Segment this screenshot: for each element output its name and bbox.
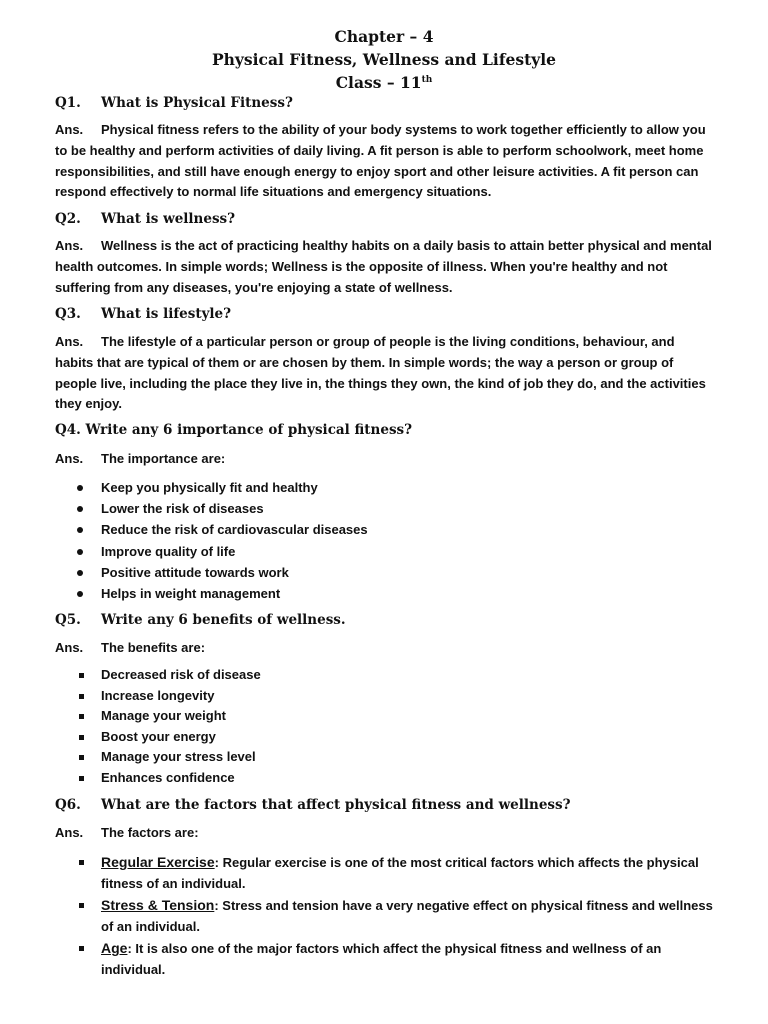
answer-intro: The benefits are:	[101, 640, 206, 655]
question-4: Q4. Write any 6 importance of physical fitness?	[55, 422, 413, 438]
question-number: Q6.	[55, 797, 81, 813]
answer-label: Ans.	[55, 334, 84, 349]
question-number: Q3.	[55, 306, 81, 322]
question-text: What is wellness?	[101, 211, 236, 227]
answer-label: Ans.	[55, 122, 84, 137]
factor-term: Regular Exercise	[101, 854, 215, 870]
bullet-icon	[77, 527, 83, 533]
answer-3	[55, 332, 715, 415]
answer-intro: The factors are:	[101, 825, 199, 840]
answer-label: Ans.	[55, 451, 84, 466]
class-label: Class – 11	[335, 73, 422, 92]
document-title: Physical Fitness, Wellness and Lifestyle	[211, 50, 556, 69]
factors-list	[0, 852, 768, 981]
factor-body	[101, 895, 716, 937]
question-2	[55, 211, 715, 227]
question-text: Write any 6 benefits of wellness.	[101, 612, 346, 628]
square-bullet-icon	[79, 673, 84, 678]
answer-text: The lifestyle of a particular person or group of people is the living conditions, behaviour, and habits that are typical of them or are chosen by them. In simple words; the way a person or group of people live, including the place they live in, the things they own, the kind of job they do, and the activities they enjoy.	[55, 334, 706, 412]
factor-desc: Stress and tension have a very negative effect on physical fitness and wellness of an individual.	[101, 898, 713, 934]
list-item: Boost your energy	[0, 727, 768, 748]
answer-5-intro	[55, 638, 715, 659]
bullet-icon	[77, 485, 83, 491]
bullet-icon	[77, 549, 83, 555]
question-6	[55, 797, 715, 813]
question-3	[55, 306, 715, 322]
list-item: Improve quality of life	[0, 541, 768, 562]
list-item: Lower the risk of diseases	[0, 498, 768, 519]
importance-list	[0, 477, 768, 604]
factor-desc: Regular exercise is one of the most critical factors which affects the physical fitness of an individual.	[101, 855, 699, 891]
answer-4-intro	[55, 449, 715, 470]
factor-body	[101, 852, 716, 894]
factor-desc: It is also one of the major factors which affect the physical fitness and wellness of an individual.	[101, 941, 662, 977]
list-item: Manage your weight	[0, 706, 768, 727]
square-bullet-icon	[79, 776, 84, 781]
list-item: Reduce the risk of cardiovascular diseases	[0, 519, 768, 540]
bullet-icon	[77, 591, 83, 597]
question-number: Q1.	[55, 95, 81, 111]
question-1	[55, 95, 715, 111]
chapter-heading: Chapter – 4	[334, 27, 434, 46]
factor-item	[0, 895, 768, 938]
factor-colon: :	[214, 855, 223, 870]
square-bullet-icon	[79, 755, 84, 760]
list-item: Helps in weight management	[0, 583, 768, 604]
question-number: Q2.	[55, 211, 81, 227]
question-text: What is Physical Fitness?	[101, 95, 293, 111]
class-heading	[0, 73, 768, 92]
list-item: Manage your stress level	[0, 747, 768, 768]
bullet-icon	[77, 506, 83, 512]
question-text: What is lifestyle?	[101, 306, 232, 322]
answer-label: Ans.	[55, 825, 84, 840]
benefits-list	[0, 665, 768, 789]
factor-colon: :	[214, 898, 223, 913]
answer-label: Ans.	[55, 238, 84, 253]
factor-colon: :	[127, 941, 136, 956]
answer-1	[55, 120, 715, 203]
question-5	[55, 612, 715, 628]
square-bullet-icon	[79, 860, 84, 865]
answer-label: Ans.	[55, 640, 84, 655]
factor-item	[0, 852, 768, 895]
list-item: Increase longevity	[0, 686, 768, 707]
square-bullet-icon	[79, 714, 84, 719]
answer-intro: The importance are:	[101, 451, 226, 466]
factor-item	[0, 938, 768, 981]
answer-6-intro	[55, 823, 715, 844]
square-bullet-icon	[79, 694, 84, 699]
square-bullet-icon	[79, 735, 84, 740]
answer-2	[55, 236, 715, 298]
factor-term: Stress & Tension	[101, 897, 215, 913]
answer-text: Physical fitness refers to the ability of your body systems to work together efficiently to allow you to be healthy and perform activities of daily living. A fit person is able to perform schoolwork, meet home responsibilities, and still have enough energy to enjoy sport and other leisure activities. A fit person can respond effectively to normal life situations and emergency situations.	[55, 122, 706, 200]
class-superscript: th	[421, 74, 433, 85]
factor-term: Age	[101, 940, 128, 956]
question-number: Q5.	[55, 612, 81, 628]
list-item: Positive attitude towards work	[0, 562, 768, 583]
bullet-icon	[77, 570, 83, 576]
answer-text: Wellness is the act of practicing healthy habits on a daily basis to attain better physical and mental health outcomes. In simple words; Wellness is the opposite of illness. When you're healthy and not suffering from any diseases, you're enjoying a state of wellness.	[55, 238, 712, 295]
question-text: What are the factors that affect physical fitness and wellness?	[101, 797, 571, 813]
list-item: Keep you physically fit and healthy	[0, 477, 768, 498]
square-bullet-icon	[79, 903, 84, 908]
square-bullet-icon	[79, 946, 84, 951]
list-item: Enhances confidence	[0, 768, 768, 789]
factor-body	[101, 938, 716, 980]
list-item: Decreased risk of disease	[0, 665, 768, 686]
